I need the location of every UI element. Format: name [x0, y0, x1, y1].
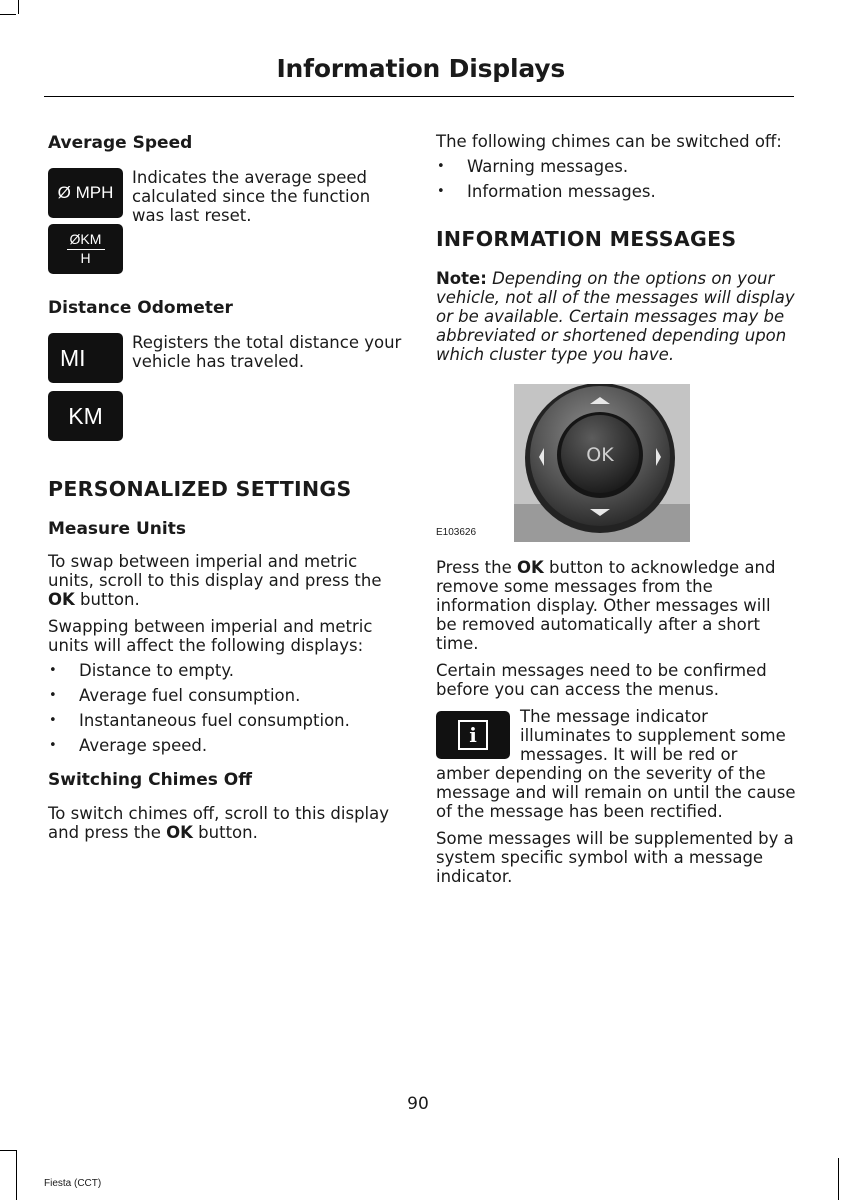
- list-item: • Instantaneous fuel consumption.: [48, 711, 408, 730]
- measure-units-paragraph: To swap between imperial and metric units, scroll to this display and press the OK button.: [48, 552, 382, 609]
- figure-label: E103626: [436, 527, 477, 538]
- info-icon: i: [436, 711, 510, 759]
- message-indicator-paragraph: The message indicator illuminates to supplement some messages. It will be red or amber depending on the severity of the message and will remain on until the cause of the message has been rectified.: [436, 707, 796, 821]
- confirm-paragraph: Certain messages need to be confirmed before you can access the menus.: [436, 661, 767, 699]
- average-kmh-icon: ØKM H: [48, 224, 123, 274]
- ok-button-paragraph: Press the OK button to acknowledge and remove some messages from the information display. Other messages will be removed automatically after a short time.: [436, 558, 776, 653]
- footer-model: Fiesta (CCT): [44, 1178, 102, 1189]
- switching-chimes-heading: Switching Chimes Off: [48, 770, 253, 790]
- odometer-description: Registers the total distance your vehicle has traveled.: [132, 333, 402, 371]
- ok-button-figure: [436, 384, 786, 544]
- kilometers-icon: KM: [48, 391, 123, 441]
- list-item: • Average speed.: [48, 736, 408, 755]
- list-item: • Warning messages.: [436, 157, 796, 176]
- crop-mark: [0, 1150, 16, 1151]
- information-messages-heading: INFORMATION MESSAGES: [436, 227, 737, 251]
- distance-odometer-heading: Distance Odometer: [48, 298, 233, 318]
- personalized-settings-heading: PERSONALIZED SETTINGS: [48, 477, 352, 501]
- switching-chimes-paragraph: To switch chimes off, scroll to this display and press the OK button.: [48, 804, 390, 842]
- affected-displays-list: [48, 661, 408, 755]
- list-item: • Distance to empty.: [48, 661, 408, 680]
- crop-mark: [18, 0, 19, 14]
- crop-mark: [0, 14, 16, 15]
- average-speed-heading: Average Speed: [48, 133, 193, 153]
- note-paragraph: Note: Depending on the options on your vehicle, not all of the messages will display or be available. Certain messages may be abbreviated or shortened depending upon which cluster type you have.: [436, 269, 795, 364]
- average-mph-icon: Ø MPH: [48, 168, 123, 218]
- odometer-block: [48, 333, 408, 445]
- system-symbol-paragraph: Some messages will be supplemented by a system specific symbol with a message indicator.: [436, 829, 794, 886]
- page-number: 90: [407, 1094, 429, 1114]
- measure-units-heading: Measure Units: [48, 519, 186, 539]
- average-speed-block: [48, 168, 408, 290]
- left-column: [48, 132, 408, 842]
- average-speed-description: Indicates the average speed calculated since the function was last reset.: [132, 168, 371, 225]
- crop-mark: [838, 1158, 839, 1200]
- crop-mark: [16, 1150, 17, 1200]
- miles-icon: MI: [48, 333, 123, 383]
- list-item: • Average fuel consumption.: [48, 686, 408, 705]
- right-column: [436, 132, 796, 886]
- chimes-intro: The following chimes can be switched off:: [436, 132, 782, 151]
- list-item: • Information messages.: [436, 182, 796, 201]
- page-title: Information Displays: [276, 54, 565, 83]
- steering-ok-button-illustration: [514, 384, 690, 542]
- measure-units-effects-paragraph: Swapping between imperial and metric units will affect the following displays:: [48, 617, 373, 655]
- title-divider: [44, 96, 794, 97]
- message-indicator-block: [436, 707, 796, 821]
- chimes-list: [436, 157, 796, 201]
- ok-label: OK: [586, 444, 614, 466]
